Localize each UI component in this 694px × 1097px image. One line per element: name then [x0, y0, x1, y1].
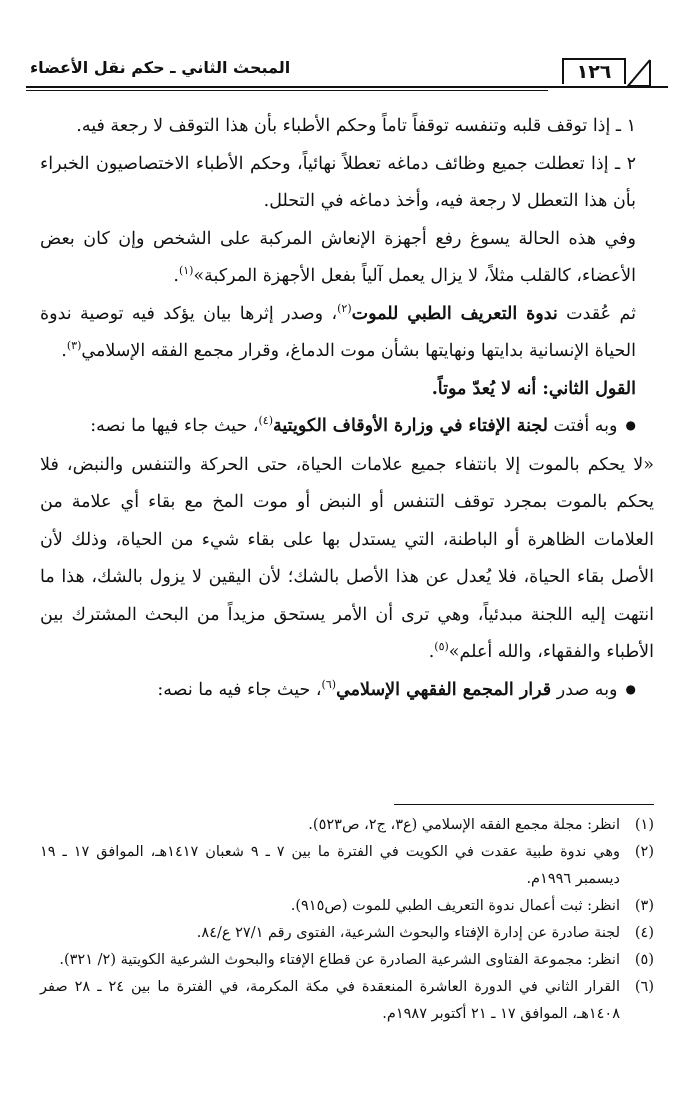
paragraph-3 [40, 221, 654, 296]
footnote-text: انظر: مجموعة الفتاوى الشرعية الصادرة عن قطاع الإفتاء والبحوث الشرعية الكويتية (٢/ ٣٢١). [59, 952, 620, 968]
footnote-text: انظر: مجلة مجمع الفقه الإسلامي (ع٣، ج٢، ص٥٢٣). [308, 817, 620, 833]
footnote [40, 974, 654, 1028]
paragraph-3-text: وفي هذه الحالة يسوغ رفع أجهزة الإنعاش المركبة على الشخص وإن كان بعض الأعضاء، كالقلب مثلاً، لا يزال يعمل آلياً بفعل الأجهزة المركبة» [40, 228, 636, 286]
council-resolution-name: قرار المجمع الفقهي الإسلامي [336, 679, 552, 700]
symposium-name: ندوة التعريف الطبي للموت [351, 303, 558, 324]
footnote [40, 893, 654, 920]
paragraph-5-text: ، حيث جاء فيها ما نصه: [90, 416, 259, 436]
footnote-number: (٣) [634, 898, 654, 914]
paragraph-6-start: وبه صدر [551, 679, 618, 700]
footnote-number: (٥) [634, 952, 654, 968]
footnote [40, 812, 654, 839]
footnote-ref-3[interactable]: (٣) [66, 339, 82, 353]
footnote-ref-5[interactable]: (٥) [434, 640, 449, 654]
footnote-text: انظر: ثبت أعمال ندوة التعريف الطبي للموت (ص٩١٥). [290, 898, 620, 914]
paragraph-4-start: ثم عُقدت [557, 303, 636, 324]
page-number: ١٢٦ [562, 58, 626, 84]
quote-text: «لا يحكم بالموت إلا بانتفاء جميع علامات الحياة، حتى الحركة والتنفس والنبض، فلا يحكم بالموت بمجرد توقف التنفس أو النبض أو موت المخ مع بقاء أي علامة من العلامات الظاهرة أو الباطنة، التي يستدل بها على بقاء شيء من الحياة، وذلك لأن الأصل بقاء الحياة، فلا يُعدل عن هذا الأصل بالشك؛ لأن اليقين لا يزول بالشك، هذا ما انتهت إليه اللجنة مبدئياً، وهي ترى أن الأمر يستحق مزيداً من البحث المشترك بين الأطباء والفقهاء، والله أعلم» [40, 454, 654, 662]
paragraph-5 [40, 408, 654, 447]
bullet-icon [618, 678, 636, 698]
footnote-number: (٤) [634, 925, 654, 941]
paragraph-4 [40, 296, 654, 371]
header-rule [26, 86, 668, 88]
footnote-text: لجنة صادرة عن إدارة الإفتاء والبحوث الشرعية، الفتوى رقم ٢٧/١ ع/٨٤. [196, 925, 620, 941]
running-title: المبحث الثاني ـ حكم نقل الأعضاء [30, 58, 291, 77]
footnote-number: (٦) [634, 979, 654, 995]
footnote-text: القرار الثاني في الدورة العاشرة المنعقدة في مكة المكرمة، في الفترة ما بين ٢٤ ـ ٢٨ صفر ١٤٠٨هـ، الموافق ١٧ ـ ٢١ أكتوبر ١٩٨٧م. [40, 979, 620, 1022]
page-number-ornament [624, 58, 652, 88]
paragraph-6 [40, 672, 654, 711]
footnote-number: (١) [634, 817, 654, 833]
footnote-text: وهي ندوة طبية عقدت في الكويت في الفترة ما بين ٧ ـ ٩ شعبان ١٤١٧هـ، الموافق ١٧ ـ ١٩ ديسمبر ١٩٩٦م. [40, 844, 621, 887]
footnote-ref-6[interactable]: (٦) [321, 677, 337, 691]
footnote [40, 920, 654, 947]
bullet-icon [618, 414, 636, 434]
footnote-number: (٢) [634, 844, 654, 860]
footnotes [40, 812, 654, 1028]
paragraph-6-text: ، حيث جاء فيه ما نصه: [157, 679, 322, 700]
paragraph-1: ١ ـ إذا توقف قلبه وتنفسه توقفاً تاماً وحكم الأطباء بأن هذا التوقف لا رجعة فيه. [76, 116, 636, 136]
subheading-second-opinion: القول الثاني: أنه لا يُعدّ موتاً. [431, 378, 636, 399]
footnote-ref-1[interactable]: (١) [178, 264, 194, 278]
footnote-ref-4[interactable]: (٤) [258, 414, 273, 428]
paragraph-3-end: . [173, 266, 179, 286]
main-text [40, 108, 654, 710]
footnote-separator [394, 804, 654, 805]
footnote-ref-2[interactable]: (٢) [337, 301, 352, 315]
paragraph-2: ٢ ـ إذا تعطلت جميع وظائف دماغه تعطلاً نهائياً، وحكم الأطباء الاختصاصيون الخبراء بأن هذا التعطل لا رجعة فيه، وأخذ دماغه في التحلل. [40, 153, 636, 211]
paragraph-4-text: ، وصدر إثرها بيان يؤكد فيه توصية ندوة الحياة الإنسانية بدايتها ونهايتها بشأن موت الدماغ، وقرار مجمع الفقه الإسلامي [40, 303, 636, 361]
footnote [40, 839, 654, 893]
header-rule-thin [26, 90, 548, 91]
paragraph-5-start: وبه أفتت [547, 416, 618, 436]
footnote [40, 947, 654, 974]
quote-paragraph [40, 447, 654, 672]
fatwa-committee-name: لجنة الإفتاء في وزارة الأوقاف الكويتية [273, 416, 548, 436]
paragraph-4-end: . [61, 341, 67, 361]
page-header [26, 52, 668, 90]
quote-end: . [428, 642, 435, 662]
